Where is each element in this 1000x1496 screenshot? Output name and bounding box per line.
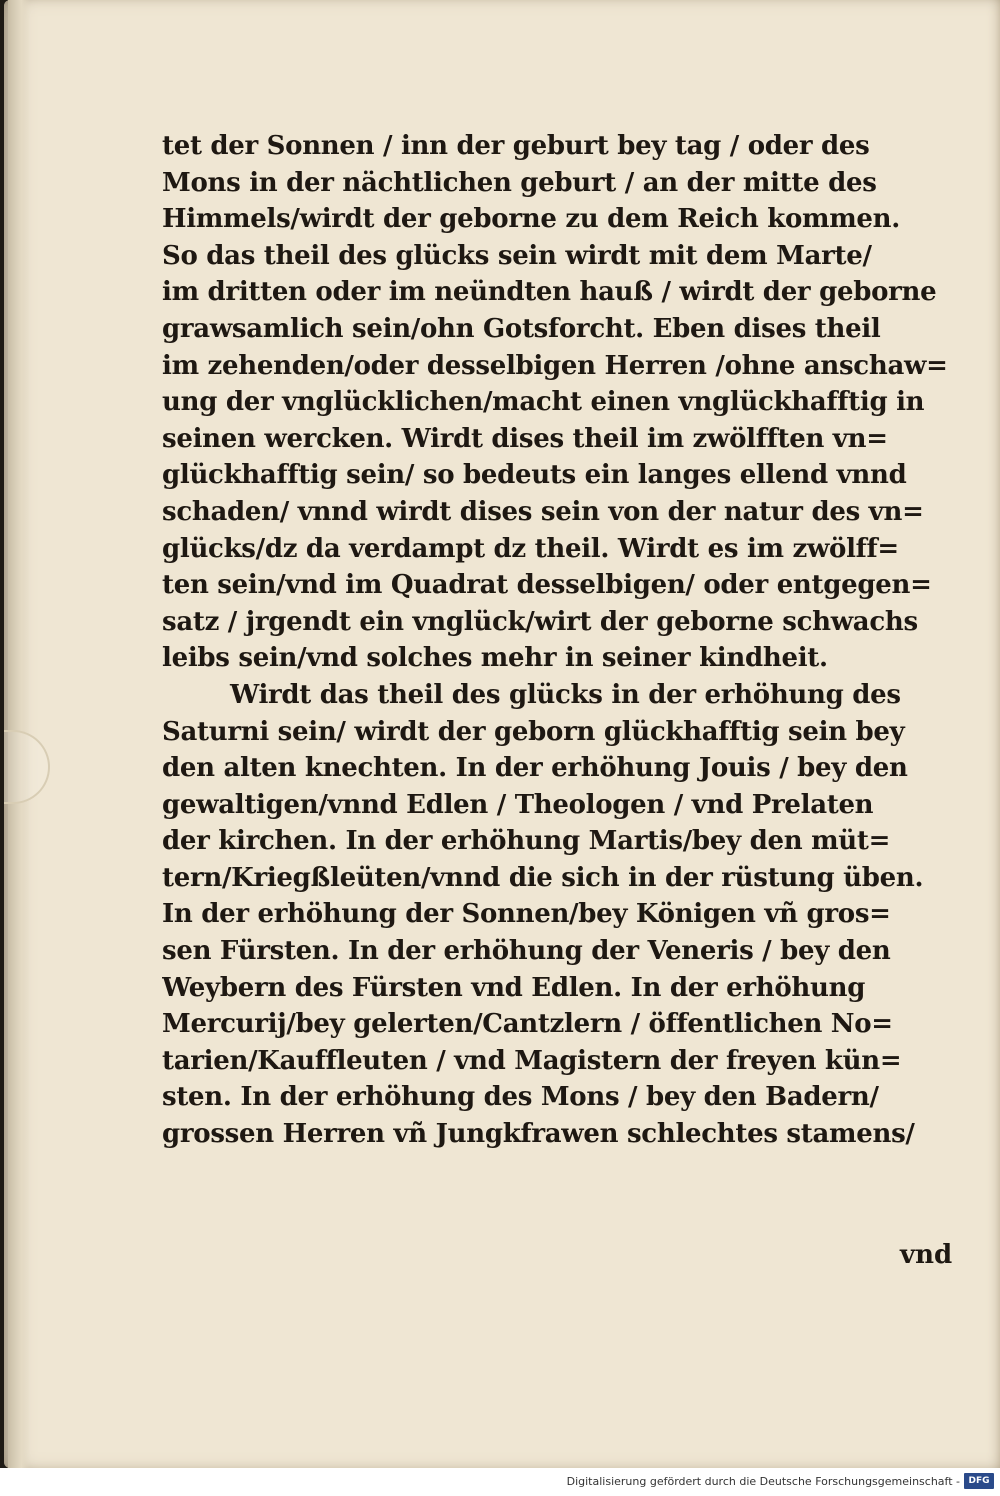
text-line: seinen wercken. Wirdt dises theil im zwölfften vn= bbox=[162, 423, 888, 454]
text-line: In der erhöhung der Sonnen/bey Königen vñ gros= bbox=[162, 899, 891, 930]
text-line: sten. In der erhöhung des Mons / bey den Badern/ bbox=[162, 1082, 879, 1113]
text-line: leibs sein/vnd solches mehr in seiner kindheit. bbox=[162, 643, 828, 674]
text-line: schaden/ vnnd wirdt dises sein von der natur des vn= bbox=[162, 496, 924, 527]
dfg-logo-icon: DFG bbox=[964, 1473, 994, 1489]
text-line: glückhafftig sein/ so bedeuts ein langes ellend vnnd bbox=[162, 460, 907, 491]
funding-credit: Digitalisierung gefördert durch die Deutsche Forschungsgemeinschaft - bbox=[566, 1475, 960, 1488]
text-line: im zehenden/oder desselbigen Herren /ohne anschaw= bbox=[162, 350, 948, 381]
text-line: Saturni sein/ wirdt der geborn glückhafftig sein bey bbox=[162, 716, 905, 747]
text-line: tarien/Kauffleuten / vnd Magistern der freyen kün= bbox=[162, 1045, 902, 1076]
catchword: vnd bbox=[900, 1240, 953, 1270]
footer-bar bbox=[0, 1468, 1000, 1496]
text-line: im dritten oder im neündten hauß / wirdt der geborne bbox=[162, 277, 937, 308]
text-line: Himmels/wirdt der geborne zu dem Reich kommen. bbox=[162, 204, 901, 235]
text-line: tern/Kriegßleüten/vnnd die sich in der rüstung üben. bbox=[162, 862, 924, 893]
text-line: Mons in der nächtlichen geburt / an der mitte des bbox=[162, 167, 877, 198]
text-line: gewaltigen/vnnd Edlen / Theologen / vnd Prelaten bbox=[162, 789, 874, 820]
text-line: grossen Herren vñ Jungkfrawen schlechtes stamens/ bbox=[162, 1119, 915, 1150]
text-line: tet der Sonnen / inn der geburt bey tag / oder des bbox=[162, 131, 870, 161]
text-line: satz / jrgendt ein vnglück/wirt der geborne schwachs bbox=[162, 606, 918, 637]
text-line: der kirchen. In der erhöhung Martis/bey den müt= bbox=[162, 826, 891, 857]
text-line: grawsamlich sein/ohn Gotsforcht. Eben dises theil bbox=[162, 313, 881, 344]
text-line: den alten knechten. In der erhöhung Jouis / bey den bbox=[162, 753, 908, 784]
text-line: sen Fürsten. In der erhöhung der Veneris / bey den bbox=[162, 936, 891, 967]
text-line: ten sein/vnd im Quadrat desselbigen/ oder entgegen= bbox=[162, 570, 932, 601]
text-line: ung der vnglücklichen/macht einen vnglückhafftig in bbox=[162, 387, 925, 418]
book-clasp-shape bbox=[4, 730, 50, 804]
text-line: Mercurij/bey gelerten/Cantzlern / öffentlichen No= bbox=[162, 1009, 893, 1040]
text-line: Weybern des Fürsten vnd Edlen. In der erhöhung bbox=[162, 972, 866, 1003]
text-line: glücks/dz da verdampt dz theil. Wirdt es im zwölff= bbox=[162, 533, 899, 564]
text-line-paragraph-start: Wirdt das theil des glücks in der erhöhung des bbox=[230, 679, 901, 710]
page-text-block bbox=[162, 128, 974, 1153]
text-line: So das theil des glücks sein wirdt mit dem Marte/ bbox=[162, 240, 872, 271]
